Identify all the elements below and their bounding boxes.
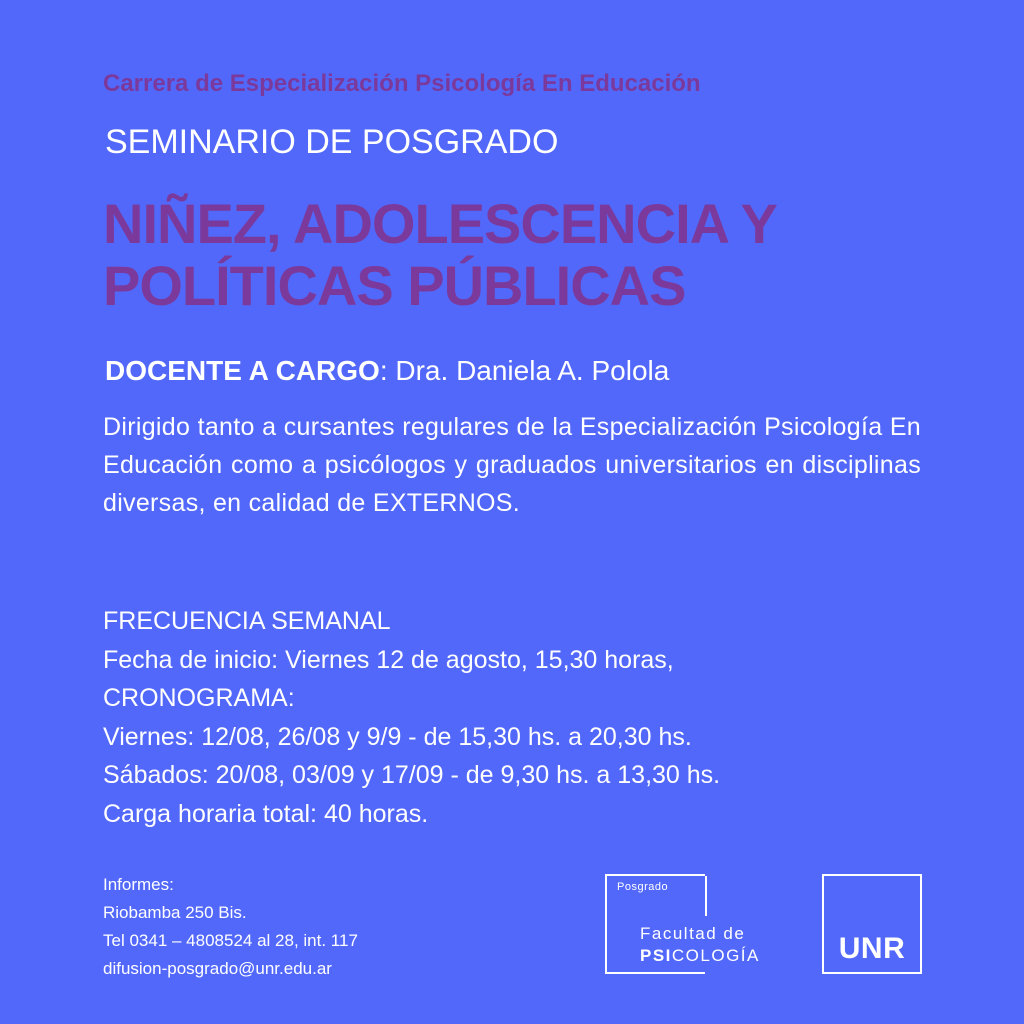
contact-info <box>103 871 358 983</box>
page-title <box>103 193 777 317</box>
teacher-label: DOCENTE A CARGO <box>105 355 380 386</box>
info-heading: Informes: <box>103 875 174 894</box>
schedule-frequency: FRECUENCIA SEMANAL <box>103 607 391 635</box>
schedule-saturdays: Sábados: 20/08, 03/09 y 17/09 - de 9,30 hs. a 13,30 hs. <box>103 761 721 789</box>
logo-facultad-text: Facultad de <box>640 924 746 943</box>
info-phone: Tel 0341 – 4808524 al 28, int. 117 <box>103 931 358 950</box>
seminar-label: SEMINARIO DE POSGRADO <box>105 123 559 161</box>
logo-cologia: COLOGÍA <box>671 946 760 965</box>
teacher-name: : Dra. Daniela A. Polola <box>379 355 670 386</box>
schedule-start-date: Fecha de inicio: Viernes 12 de agosto, 15,30 horas, <box>103 645 674 674</box>
teacher-line <box>105 355 669 387</box>
title-line-2: POLÍTICAS PÚBLICAS <box>103 254 686 317</box>
logo-psicologia-text <box>640 946 760 966</box>
logo-psi-bold: PSI <box>640 946 672 965</box>
career-name: Carrera de Especialización Psicología En Educación <box>103 70 701 97</box>
schedule <box>103 602 720 833</box>
description: Dirigido tanto a cursantes regulares de la Especialización Psicología En Educación como a psicólogos y graduados universitarios en disciplinas diversas, en calidad de EXTERNOS. <box>103 413 921 517</box>
unr-logo-text: UNR <box>838 932 906 965</box>
schedule-heading: CRONOGRAMA: <box>103 684 295 712</box>
logo-frame-notch <box>705 876 707 916</box>
schedule-total-hours: Carga horaria total: 40 horas. <box>103 799 429 828</box>
info-address: Riobamba 250 Bis. <box>103 903 247 922</box>
schedule-fridays: Viernes: 12/08, 26/08 y 9/9 - de 15,30 hs. a 20,30 hs. <box>103 722 692 751</box>
logo-posgrado-text: Posgrado <box>617 881 669 893</box>
info-email: difusion-posgrado@unr.edu.ar <box>103 959 332 978</box>
title-line-1: NIÑEZ, ADOLESCENCIA Y <box>103 192 777 255</box>
unr-logo <box>822 874 922 974</box>
